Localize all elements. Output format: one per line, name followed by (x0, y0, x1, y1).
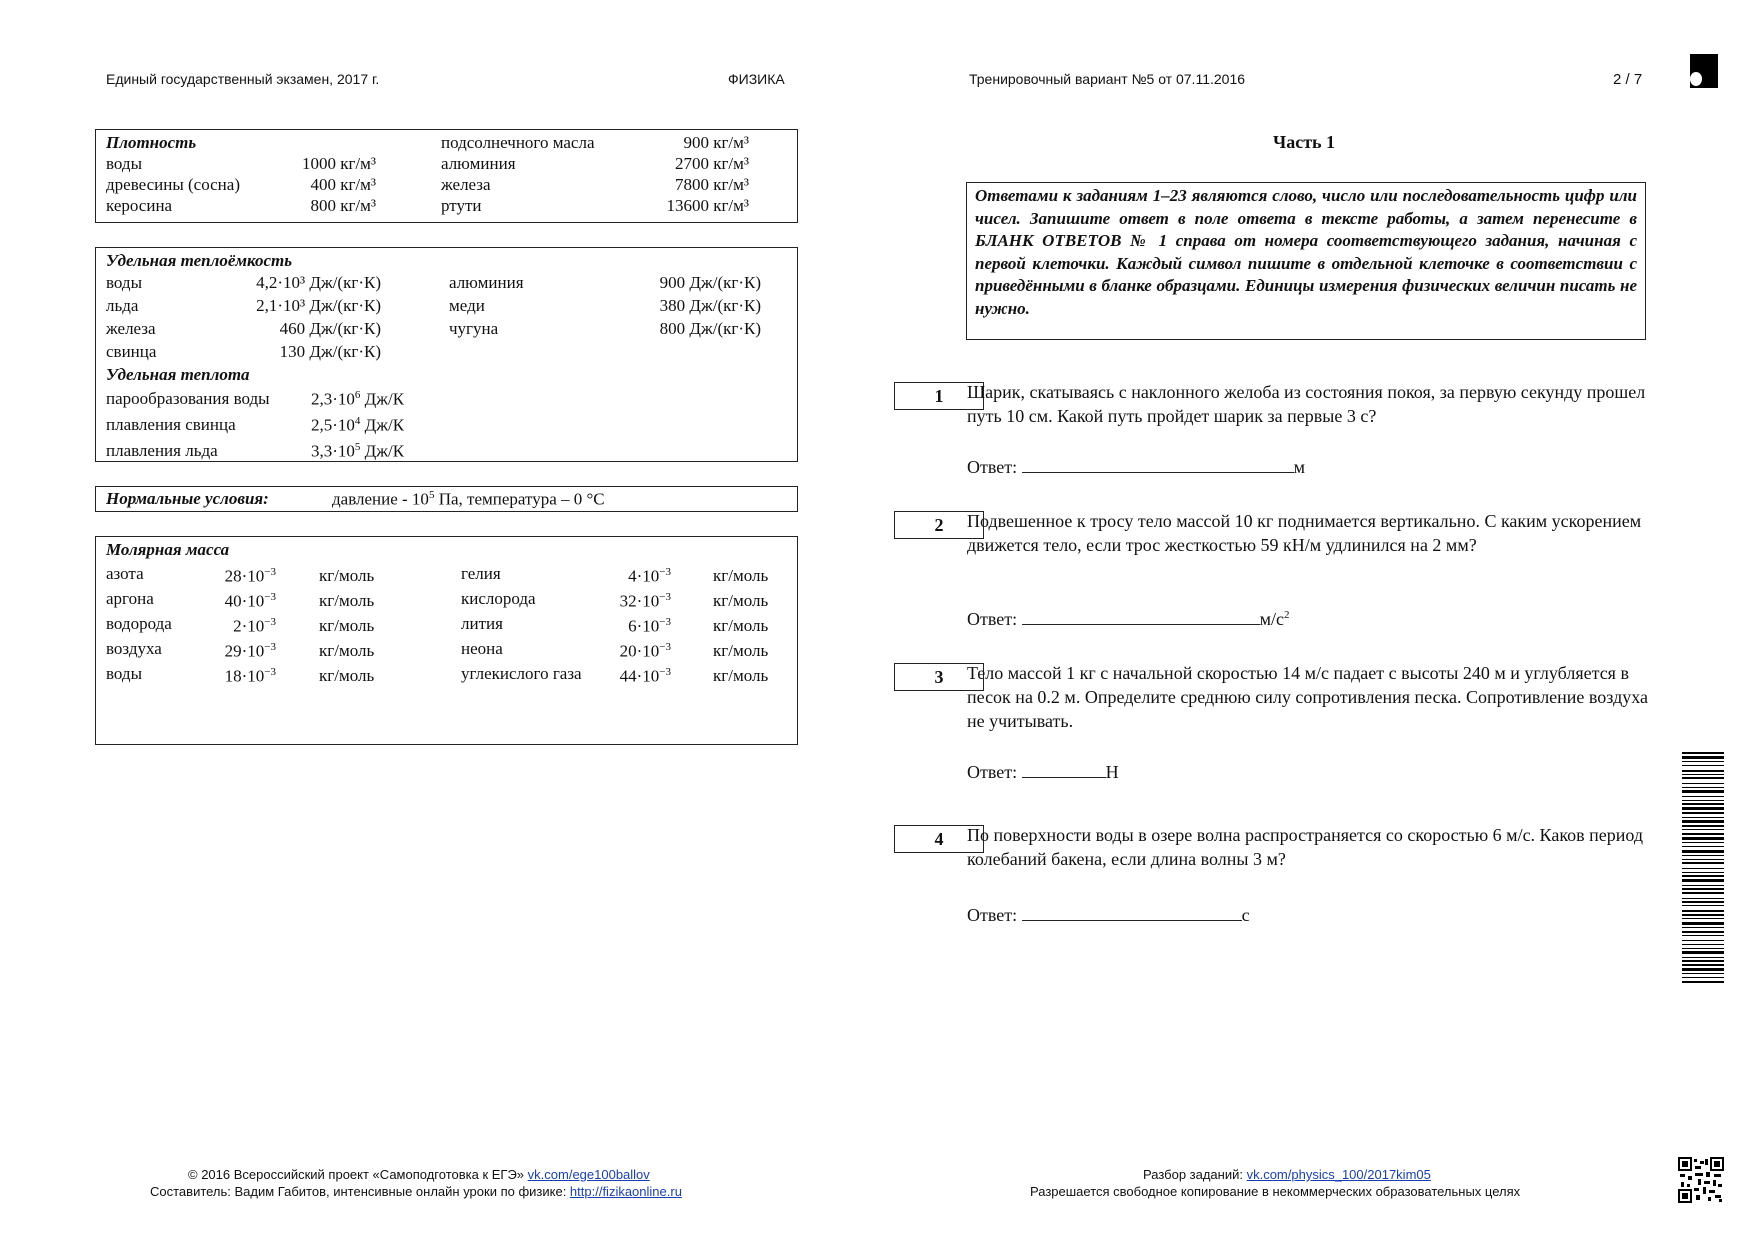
answer-line-2 (967, 608, 1290, 630)
answer-label: Ответ: (967, 762, 1018, 782)
barcode-stripe (1682, 879, 1724, 882)
molar-exponent: −3 (659, 666, 671, 678)
molar-unit-right: кг/моль (713, 666, 769, 685)
heat-name-left: воды (106, 273, 142, 292)
latent-unit: Дж/К (360, 415, 405, 435)
barcode-stripe (1682, 977, 1724, 978)
latent-exponent: 4 (354, 415, 361, 427)
density-name-left: древесины (сосна) (106, 175, 240, 194)
molar-name-left: аргона (106, 589, 154, 608)
answer-input-4[interactable] (1022, 904, 1242, 921)
footer-analysis-link[interactable]: vk.com/physics_100/2017kim05 (1246, 1167, 1431, 1182)
barcode-stripe (1682, 885, 1724, 886)
density-value-left: 1000 кг/м³ (301, 154, 376, 173)
barcode-stripe (1682, 833, 1724, 835)
barcode-stripe (1682, 964, 1724, 966)
barcode-stripe (1682, 803, 1724, 805)
answer-unit: с (1241, 905, 1250, 925)
molar-name-right: неона (461, 639, 503, 658)
density-value-right: 900 кг/м³ (683, 133, 749, 152)
molar-mantissa: 29·10 (224, 641, 265, 661)
footer-analysis: Разбор заданий: vk.com/physics_100/2017kim05 (1143, 1167, 1431, 1182)
qr-code (1678, 1157, 1724, 1203)
page-number: 2 / 7 (1613, 71, 1643, 88)
barcode-stripe (1682, 770, 1724, 772)
molar-name-left: воздуха (106, 639, 162, 658)
latent-mantissa: 3,3·10 (311, 441, 355, 461)
answer-unit: м (1293, 457, 1306, 477)
barcode-stripe (1682, 765, 1724, 766)
heat-value-left: 2,1·10³ Дж/(кг·К) (256, 296, 381, 315)
barcode-stripe (1682, 914, 1724, 916)
answer-line-3 (967, 761, 1119, 783)
footer-site-link[interactable]: http://fizikaonline.ru (569, 1184, 682, 1199)
molar-value-right (566, 666, 671, 687)
barcode-stripe (1682, 948, 1724, 949)
footer-license: Разрешается свободное копирование в некоммерческих образовательных целях (1030, 1184, 1521, 1199)
barcode-stripe (1682, 837, 1724, 840)
barcode-stripe (1682, 957, 1724, 958)
latent-heat-value (311, 441, 404, 462)
barcode-stripe (1682, 846, 1724, 847)
barcode-stripe (1682, 787, 1724, 788)
question-text-4: По поверхности воды в озере волна распространяется со скоростью 6 м/с. Каков период колебаний бакена, если длина волны 3 м? (967, 825, 1644, 869)
instructions-box: Ответами к заданиям 1–23 являются слово, число или последовательность цифр или чисел. Запишите ответ в поле ответа в тексте работы, а затем перенесите в БЛАНК ОТВЕТОВ № 1 справа от номера соответствующего задания, начиная с первой клеточки. Каждый символ пишите в отдельной клеточке в соответствии с приведёнными в бланке образцами. Единицы измерения физических величин писать не нужно. (966, 182, 1646, 340)
molar-unit-left: кг/моль (319, 666, 375, 685)
molar-exponent: −3 (264, 566, 276, 578)
question-number-1: 1 (894, 382, 984, 410)
barcode-stripe (1682, 774, 1724, 775)
molar-name-left: воды (106, 664, 142, 683)
molar-unit-right: кг/моль (713, 591, 769, 610)
barcode-stripe (1682, 783, 1724, 784)
molar-exponent: −3 (264, 616, 276, 628)
density-name-left: керосина (106, 196, 173, 215)
molar-exponent: −3 (659, 566, 671, 578)
question-text-3: Тело массой 1 кг с начальной скоростью 14 м/с падает с высоты 240 м и углубляется в песок на 0.2 м. Определите среднюю силу сопротивления песка. Сопротивление воздуха не учитывать. (967, 663, 1648, 731)
barcode-stripe (1682, 817, 1724, 818)
barcode-stripe (1682, 888, 1724, 890)
barcode-stripe (1682, 951, 1724, 954)
corner-marker-hole (1690, 72, 1702, 86)
latent-heat-value (311, 415, 404, 436)
answer-input-1[interactable] (1022, 456, 1294, 473)
header-exam-title: Единый государственный экзамен, 2017 г. (106, 71, 380, 87)
barcode-stripe (1682, 872, 1724, 873)
molar-unit-left: кг/моль (319, 591, 375, 610)
question-number-2: 2 (894, 511, 984, 539)
barcode-stripe (1682, 927, 1724, 928)
barcode-stripe (1682, 968, 1724, 971)
normal-conditions (95, 486, 798, 512)
density-value-left: 400 кг/м³ (310, 175, 376, 194)
barcode-stripe (1682, 842, 1724, 843)
normal-text: давление - $10^5$ Па, температура – 0 °С (332, 489, 605, 509)
latent-unit: Дж/К (360, 441, 405, 461)
latent-heat-name: парообразования воды (106, 389, 270, 408)
barcode-stripe (1682, 922, 1724, 925)
barcode-stripe (1682, 940, 1724, 941)
barcode-stripe (1682, 756, 1724, 759)
barcode-stripe (1682, 820, 1724, 823)
molar-unit-left: кг/моль (319, 641, 375, 660)
barcode-stripe (1682, 981, 1724, 983)
footer-copyright: © 2016 Всероссийский проект «Самоподготовка к ЕГЭ» vk.com/ege100ballov (188, 1167, 650, 1182)
molar-exponent: −3 (659, 616, 671, 628)
latent-heat-value (311, 389, 404, 410)
question-number-3: 3 (894, 663, 984, 691)
answer-line-1 (967, 456, 1305, 478)
latent-exponent: 6 (354, 389, 361, 401)
barcode-stripe (1682, 892, 1724, 894)
density-value-right: 2700 кг/м³ (674, 154, 749, 173)
molar-mantissa: 32·10 (619, 591, 660, 611)
latent-exponent: 5 (354, 441, 361, 453)
question-text-2: Подвешенное к тросу тело массой 10 кг поднимается вертикально. С каким ускорением движется тело, если трос жесткостью 59 кН/м удлинился на 2 мм? (967, 511, 1642, 555)
density-name-left: воды (106, 154, 142, 173)
molar-name-right: углекислого газа (461, 664, 582, 683)
molar-value-right (566, 566, 671, 587)
molar-value-right (566, 641, 671, 662)
barcode-stripe (1682, 960, 1724, 962)
header-variant: Тренировочный вариант №5 от 07.11.2016 (969, 71, 1246, 87)
molar-mantissa: 6·10 (628, 616, 660, 636)
latent-heat-title: Удельная теплота (106, 365, 250, 384)
molar-mantissa: 4·10 (628, 566, 660, 586)
molar-name-left: водорода (106, 614, 172, 633)
molar-value-left (196, 666, 276, 687)
density-value-right: 7800 кг/м³ (674, 175, 749, 194)
molar-mantissa: 18·10 (224, 666, 265, 686)
barcode-stripe (1682, 973, 1724, 974)
footer-author: Составитель: Вадим Габитов, интенсивные онлайн уроки по физике: http://fizikaonline.ru (150, 1184, 682, 1199)
barcode-stripe (1682, 807, 1724, 810)
molar-value-right (566, 616, 671, 637)
latent-heat-name: плавления льда (106, 441, 218, 460)
barcode-stripe (1682, 875, 1724, 877)
heat-value-left: 130 Дж/(кг·К) (279, 342, 381, 361)
barcode-stripe (1682, 944, 1724, 945)
barcode-stripe (1682, 850, 1724, 853)
molar-mantissa: 28·10 (224, 566, 265, 586)
molar-name-right: гелия (461, 564, 501, 583)
answer-label: Ответ: (967, 457, 1018, 477)
heat-name-right: алюминия (449, 273, 524, 292)
heat-name-left: льда (106, 296, 139, 315)
molar-unit-right: кг/моль (713, 566, 769, 585)
barcode-stripe (1682, 829, 1724, 830)
answer-label: Ответ: (967, 905, 1018, 925)
normal-title: Нормальные условия: (106, 489, 269, 508)
molar-exponent: −3 (264, 641, 276, 653)
heat-table (95, 247, 798, 462)
molar-value-right (566, 591, 671, 612)
latent-mantissa: 2,3·10 (311, 389, 355, 409)
answer-label: Ответ: (967, 609, 1018, 629)
barcode-stripe (1682, 901, 1724, 903)
molar-value-left (196, 641, 276, 662)
molar-name-left: азота (106, 564, 144, 583)
molar-name-right: лития (461, 614, 503, 633)
heat-value-right: 380 Дж/(кг·К) (659, 296, 761, 315)
molar-unit-left: кг/моль (319, 616, 375, 635)
heat-name-left: железа (106, 319, 156, 338)
heat-value-right: 900 Дж/(кг·К) (659, 273, 761, 292)
barcode-stripe (1682, 905, 1724, 906)
molar-unit-right: кг/моль (713, 641, 769, 660)
density-value-right: 13600 кг/м³ (666, 196, 749, 215)
barcode-stripe (1682, 752, 1724, 754)
heat-name-right: меди (449, 296, 485, 315)
barcode-stripe (1682, 898, 1724, 899)
footer-vk-link[interactable]: vk.com/ege100ballov (527, 1167, 650, 1182)
latent-mantissa: 2,5·10 (311, 415, 355, 435)
part-title: Часть 1 (1273, 132, 1336, 152)
answer-unit-exponent: 2 (1284, 609, 1290, 621)
molar-mantissa: 44·10 (619, 666, 660, 686)
molar-value-left (196, 566, 276, 587)
molar-value-left (196, 616, 276, 637)
barcode-stripe (1682, 910, 1724, 912)
heat-name-left: свинца (106, 342, 157, 361)
answer-unit: Н (1105, 762, 1119, 782)
barcode-stripe (1682, 796, 1724, 797)
molar-unit-left: кг/моль (319, 566, 375, 585)
molar-exponent: −3 (659, 641, 671, 653)
molar-value-left (196, 591, 276, 612)
molar-exponent: −3 (264, 666, 276, 678)
heat-name-right: чугуна (449, 319, 499, 338)
density-title: Плотность (106, 133, 197, 152)
molar-mantissa: 20·10 (619, 641, 660, 661)
density-name-right: алюминия (441, 154, 516, 173)
header-subject: ФИЗИКА (728, 71, 785, 87)
answer-input-2[interactable] (1022, 608, 1260, 625)
question-number-4: 4 (894, 825, 984, 853)
latent-heat-name: плавления свинца (106, 415, 236, 434)
latent-unit: Дж/К (360, 389, 405, 409)
barcode-stripe (1682, 761, 1724, 762)
barcode-stripe (1682, 855, 1724, 856)
barcode-stripe (1682, 790, 1724, 793)
barcode-stripe (1682, 935, 1724, 936)
molar-table (95, 536, 798, 745)
heat-value-left: 460 Дж/(кг·К) (279, 319, 381, 338)
barcode-stripe (1682, 859, 1724, 860)
barcode-stripe (1682, 777, 1724, 779)
molar-exponent: −3 (659, 591, 671, 603)
barcode-stripe (1682, 918, 1724, 919)
heat-title: Удельная теплоёмкость (106, 251, 293, 270)
density-name-right: подсолнечного масла (441, 133, 595, 152)
density-name-right: ртути (441, 196, 482, 215)
answer-input-3[interactable] (1022, 761, 1106, 778)
question-text-1: Шарик, скатываясь с наклонного желоба из состояния покоя, за первую секунду прошел путь 10 см. Какой путь пройдет шарик за первые 3 с? (967, 382, 1646, 426)
density-name-right: железа (441, 175, 491, 194)
molar-mantissa: 2·10 (233, 616, 265, 636)
heat-value-left: 4,2·10³ Дж/(кг·К) (256, 273, 381, 292)
barcode-stripe (1682, 862, 1724, 864)
barcode-stripe (1682, 931, 1724, 933)
heat-value-right: 800 Дж/(кг·К) (659, 319, 761, 338)
density-value-left: 800 кг/м³ (310, 196, 376, 215)
answer-line-4 (967, 904, 1250, 926)
answer-unit: м/с (1259, 609, 1285, 629)
barcode-stripe (1682, 868, 1724, 869)
molar-mantissa: 40·10 (224, 591, 265, 611)
barcode-stripe (1682, 812, 1724, 814)
molar-title: Молярная масса (106, 540, 230, 559)
density-table (95, 129, 798, 223)
barcode-stripe (1682, 825, 1724, 827)
molar-exponent: −3 (264, 591, 276, 603)
barcode-stripe (1682, 800, 1724, 801)
molar-name-right: кислорода (461, 589, 536, 608)
molar-unit-right: кг/моль (713, 616, 769, 635)
